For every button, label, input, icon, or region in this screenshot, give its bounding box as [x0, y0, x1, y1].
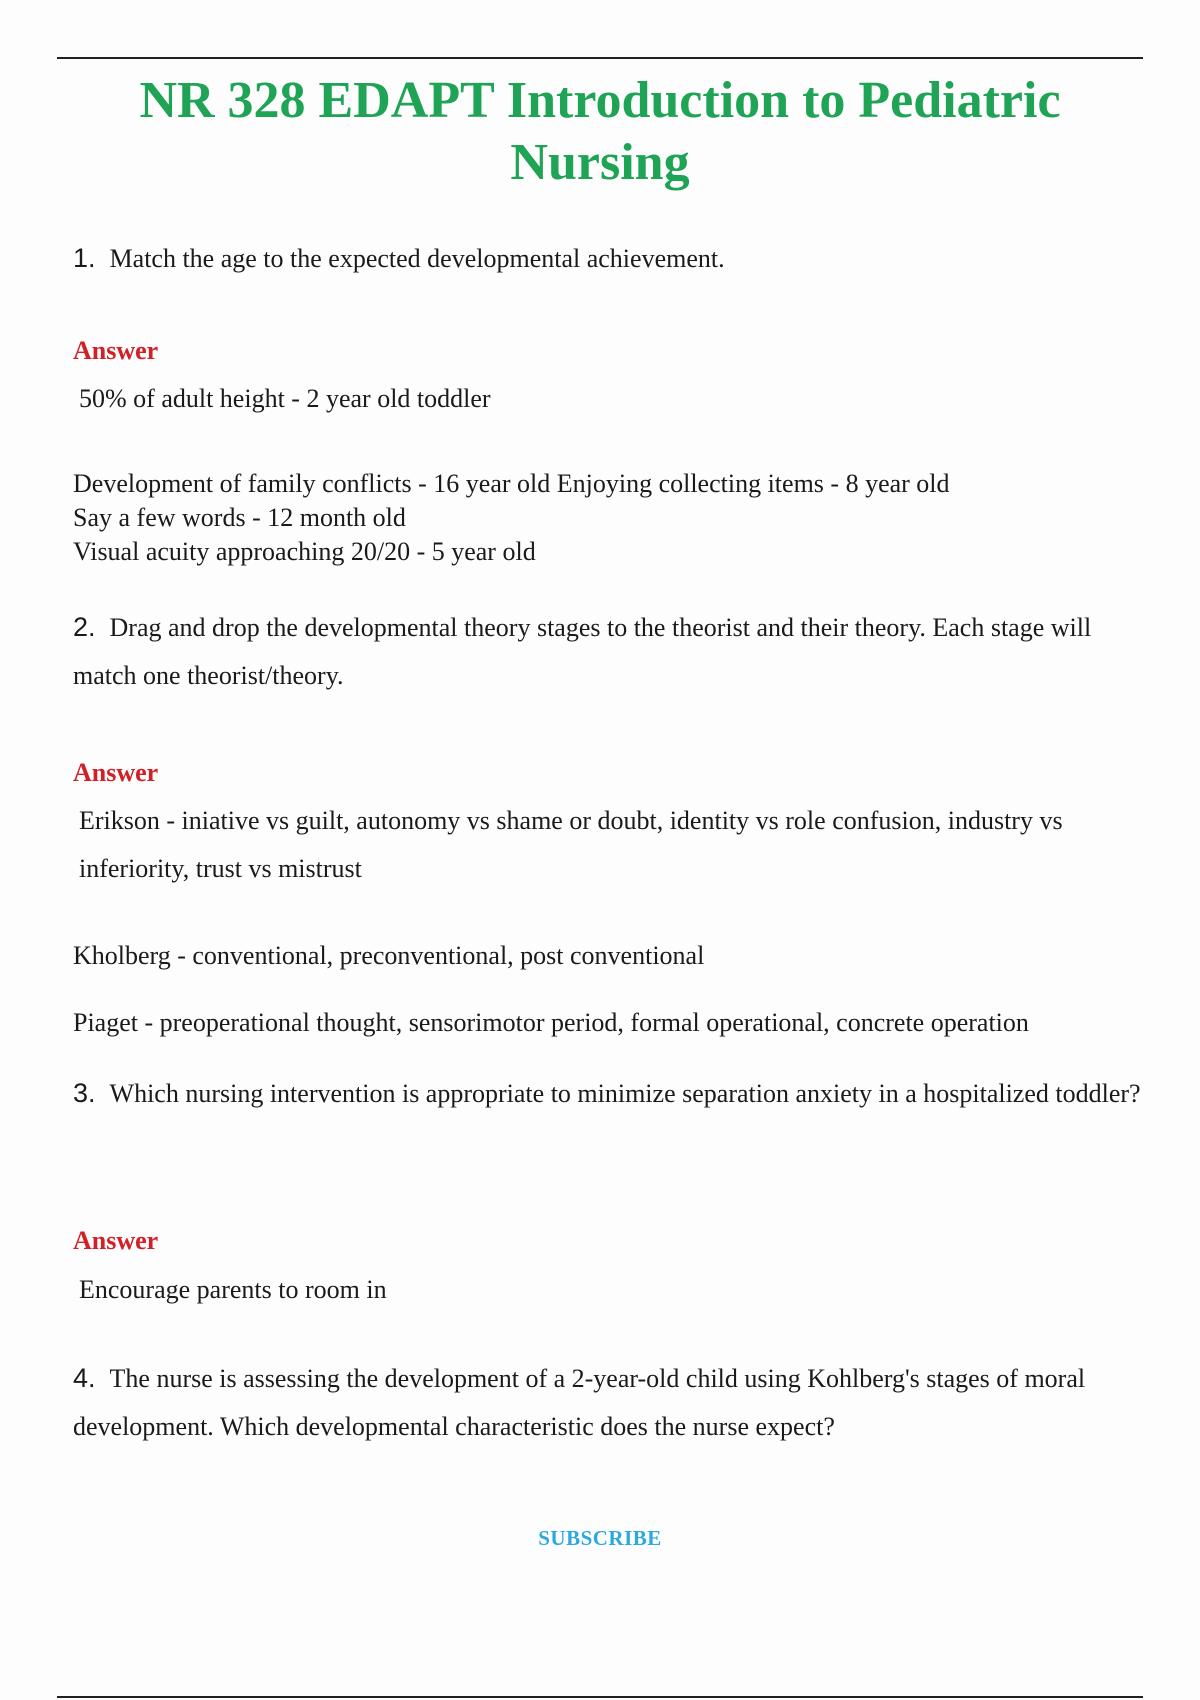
answer-line: Kholberg - conventional, preconventional, post conventional — [73, 941, 705, 970]
answer-line: Development of family conflicts - 16 year old Enjoying collecting items - 8 year old — [73, 469, 950, 498]
question-4 — [73, 1354, 1143, 1451]
question-text: The nurse is assessing the development of a 2-year-old child using Kohlberg's stages of moral development. Which developmental characteristic does the nurse expect? — [73, 1364, 1086, 1441]
answer-line: 50% of adult height - 2 year old toddler — [79, 384, 491, 413]
answer-line: Visual acuity approaching 20/20 - 5 year old — [73, 537, 536, 566]
question-number: 4. — [73, 1363, 96, 1393]
answer-label: Answer — [73, 758, 159, 787]
question-2 — [73, 603, 1143, 700]
bottom-rule — [57, 1696, 1143, 1698]
question-number: 3. — [73, 1078, 96, 1108]
answer-label: Answer — [73, 1226, 159, 1255]
question-number: 1. — [73, 243, 96, 273]
answer-line: Encourage parents to room in — [79, 1275, 387, 1304]
question-1 — [73, 234, 1143, 283]
question-number: 2. — [73, 612, 96, 642]
answer-label: Answer — [73, 336, 159, 365]
question-3 — [73, 1069, 1143, 1118]
answer-line: Say a few words - 12 month old — [73, 503, 406, 532]
question-text: Match the age to the expected developmental achievement. — [109, 244, 725, 273]
subscribe-link[interactable]: SUBSCRIBE — [538, 1526, 662, 1550]
answer-line: Erikson - iniative vs guilt, autonomy vs shame or doubt, identity vs role confusion, industry vs inferiority, trust vs mistrust — [79, 806, 1063, 883]
top-rule — [57, 57, 1143, 59]
answer-line: Piaget - preoperational thought, sensorimotor period, formal operational, concrete operation — [73, 1008, 1029, 1037]
question-text: Drag and drop the developmental theory stages to the theorist and their theory. Each stage will match one theorist/theory. — [73, 613, 1092, 690]
document-title: NR 328 EDAPT Introduction to Pediatric Nursing — [139, 72, 1061, 191]
question-text: Which nursing intervention is appropriate to minimize separation anxiety in a hospitalized toddler? — [109, 1079, 1141, 1108]
